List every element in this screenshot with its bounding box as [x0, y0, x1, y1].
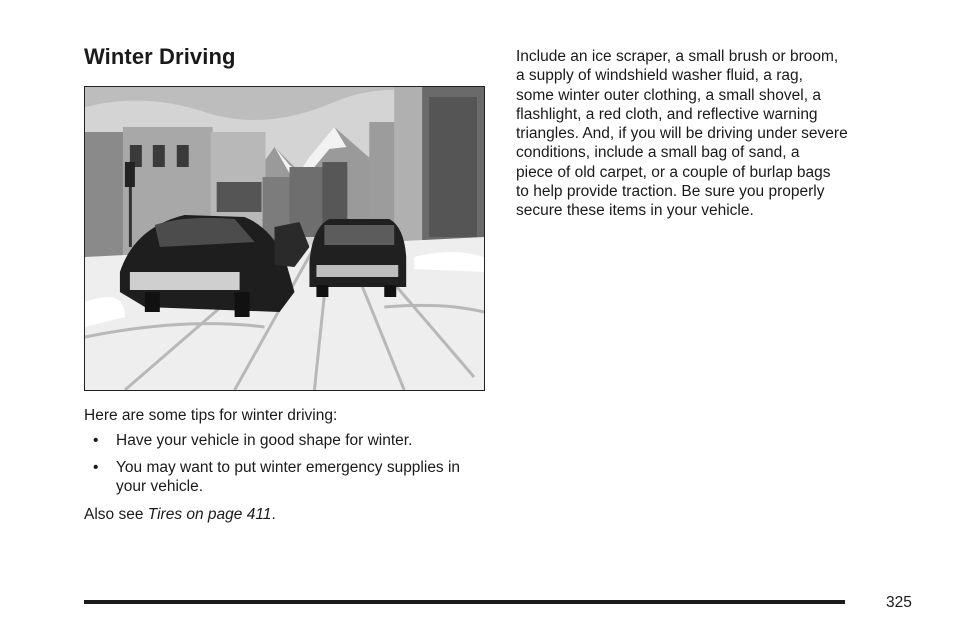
page-number: 325 [886, 594, 912, 611]
supplies-paragraph [516, 47, 916, 221]
paragraph-line: piece of old carpet, or a couple of burlap bags [516, 163, 831, 181]
winter-street-illustration [84, 86, 485, 391]
paragraph-line: a supply of windshield washer fluid, a rag, [516, 67, 803, 85]
cross-reference-link[interactable]: Tires on page 411 [147, 506, 272, 523]
cross-reference [84, 505, 276, 524]
paragraph-line: secure these items in your vehicle. [516, 202, 754, 220]
paragraph-line: flashlight, a red cloth, and reflective warning [516, 105, 818, 123]
list-item-text: Have your vehicle in good shape for winter. [116, 432, 413, 449]
footer-rule [84, 600, 845, 604]
paragraph-line: conditions, include a small bag of sand, a [516, 144, 800, 162]
paragraph-line: some winter outer clothing, a small shovel, a [516, 86, 821, 104]
intro-text: Here are some tips for winter driving: [84, 407, 338, 424]
cross-reference-prefix: Also see [84, 506, 148, 523]
cross-reference-suffix: . [271, 506, 276, 523]
list-item-text: You may want to put winter emergency supplies in your vehicle. [116, 458, 461, 495]
bullet-icon: • [93, 458, 99, 476]
list-item [84, 458, 484, 497]
bullet-icon: • [93, 432, 99, 449]
paragraph-line: triangles. And, if you will be driving under severe [516, 125, 848, 143]
tips-list [84, 431, 484, 504]
list-item [84, 431, 484, 451]
paragraph-line: to help provide traction. Be sure you properly [516, 183, 825, 201]
illustration-svg [85, 87, 484, 390]
paragraph-line: Include an ice scraper, a small brush or broom, [516, 48, 839, 65]
page-title: Winter Driving [84, 44, 236, 69]
